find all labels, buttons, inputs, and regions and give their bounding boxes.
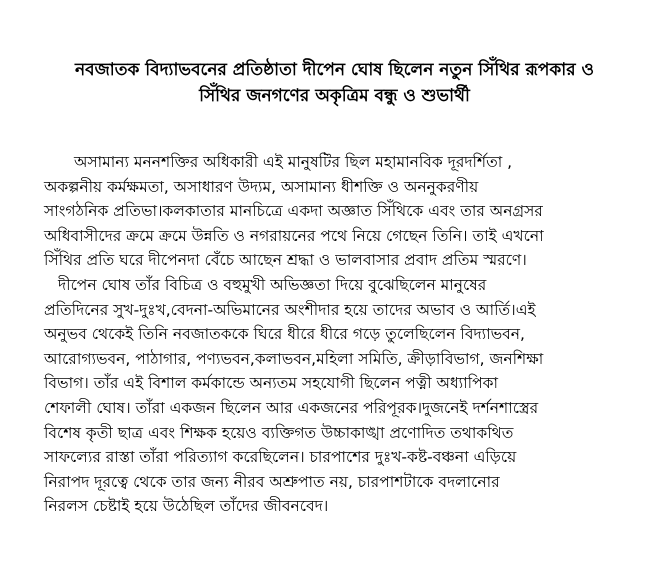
paragraph-2-line: সাফল্যের রাস্তা তাঁরা পরিত্যাগ করেছিলেন। চারপাশের দুঃখ-কষ্ট-বঞ্চনা এড়িয়ে bbox=[44, 448, 517, 467]
document-body bbox=[44, 150, 644, 519]
paragraph-1-line: সাংগঠনিক প্রতিভা।কলকাতার মানচিত্রে একদা অজ্ঞাত সিঁথিকে এবং তার অনগ্রসর bbox=[44, 202, 543, 221]
paragraph-2-line: নিরলস চেষ্টাই হয়ে উঠেছিল তাঁদের জীবনবেদ। bbox=[44, 497, 329, 516]
paragraph-1-line: সিঁথির প্রতি ঘরে দীপেনদা বেঁচে আছেন শ্রদ্ধা ও ভালবাসার প্রবাদ প্রতিম স্মরণে। bbox=[44, 251, 527, 270]
paragraph-2-line: বিভাগ। তাঁর এই বিশাল কর্মকান্ডে অন্যতম সহযোগী ছিলেন পত্নী অধ্যাপিকা bbox=[44, 374, 498, 393]
title-line-1: নবজাতক বিদ্যাভবনের প্রতিষ্ঠাতা দীপেন ঘোষ ছিলেন নতুন সিঁথির রূপকার ও bbox=[74, 60, 595, 80]
paragraph-1-line: অকল্পনীয় কর্মক্ষমতা, অসাধারণ উদ্যম, অসামান্য ধীশক্তি ও অননুকরণীয় bbox=[44, 177, 479, 196]
paragraph-1-line: অধিবাসীদের ক্রমে ক্রমে উন্নতি ও নগরায়নের পথে নিয়ে গেছেন তিনি। তাই এখনো bbox=[44, 226, 544, 245]
paragraph-1-line: অসামান্য মননশক্তির অধিকারী এই মানুষটির ছিল মহামানবিক দূরদর্শিতা , bbox=[74, 153, 513, 171]
document-title bbox=[40, 57, 629, 109]
paragraph-2-line: আরোগ্যভবন, পাঠাগার, পণ্যভবন,কলাভবন,মহিলা সমিতি, ক্রীড়াবিভাগ, জনশিক্ষা bbox=[44, 349, 544, 368]
paragraph-2-line: শেফালী ঘোষ। তাঁরা একজন ছিলেন আর একজনের পরিপূরক।দুজনেই দর্শনশাস্ত্রের bbox=[44, 398, 539, 417]
paragraph-2-line: বিশেষ কৃতী ছাত্র এবং শিক্ষক হয়েও ব্যক্তিগত উচ্চাকাঙ্খা প্রণোদিত তথাকথিত bbox=[44, 423, 514, 442]
paragraph-2-line: প্রতিদিনের সুখ-দুঃখ,বেদনা-অভিমানের অংশীদার হয়ে তাদের অভাব ও আর্তি।এই bbox=[44, 300, 536, 319]
paragraph-2-line: অনুভব থেকেই তিনি নবজাতককে ঘিরে ধীরে ধীরে গড়ে তুলেছিলেন বিদ্যাভবন, bbox=[44, 325, 525, 344]
paragraph-2-line: নিরাপদ দূরত্বে থেকে তার জন্য নীরব অশ্রুপাত নয়, চারপাশটাকে বদলানোর bbox=[44, 472, 500, 491]
title-line-2: সিঁথির জনগণের অকৃত্রিম বন্ধু ও শুভার্থী bbox=[199, 86, 470, 106]
paragraph-2-line: দীপেন ঘোষ তাঁর বিচিত্র ও বহুমুখী অভিজ্ঞতা দিয়ে বুঝেছিলেন মানুষের bbox=[58, 275, 487, 294]
